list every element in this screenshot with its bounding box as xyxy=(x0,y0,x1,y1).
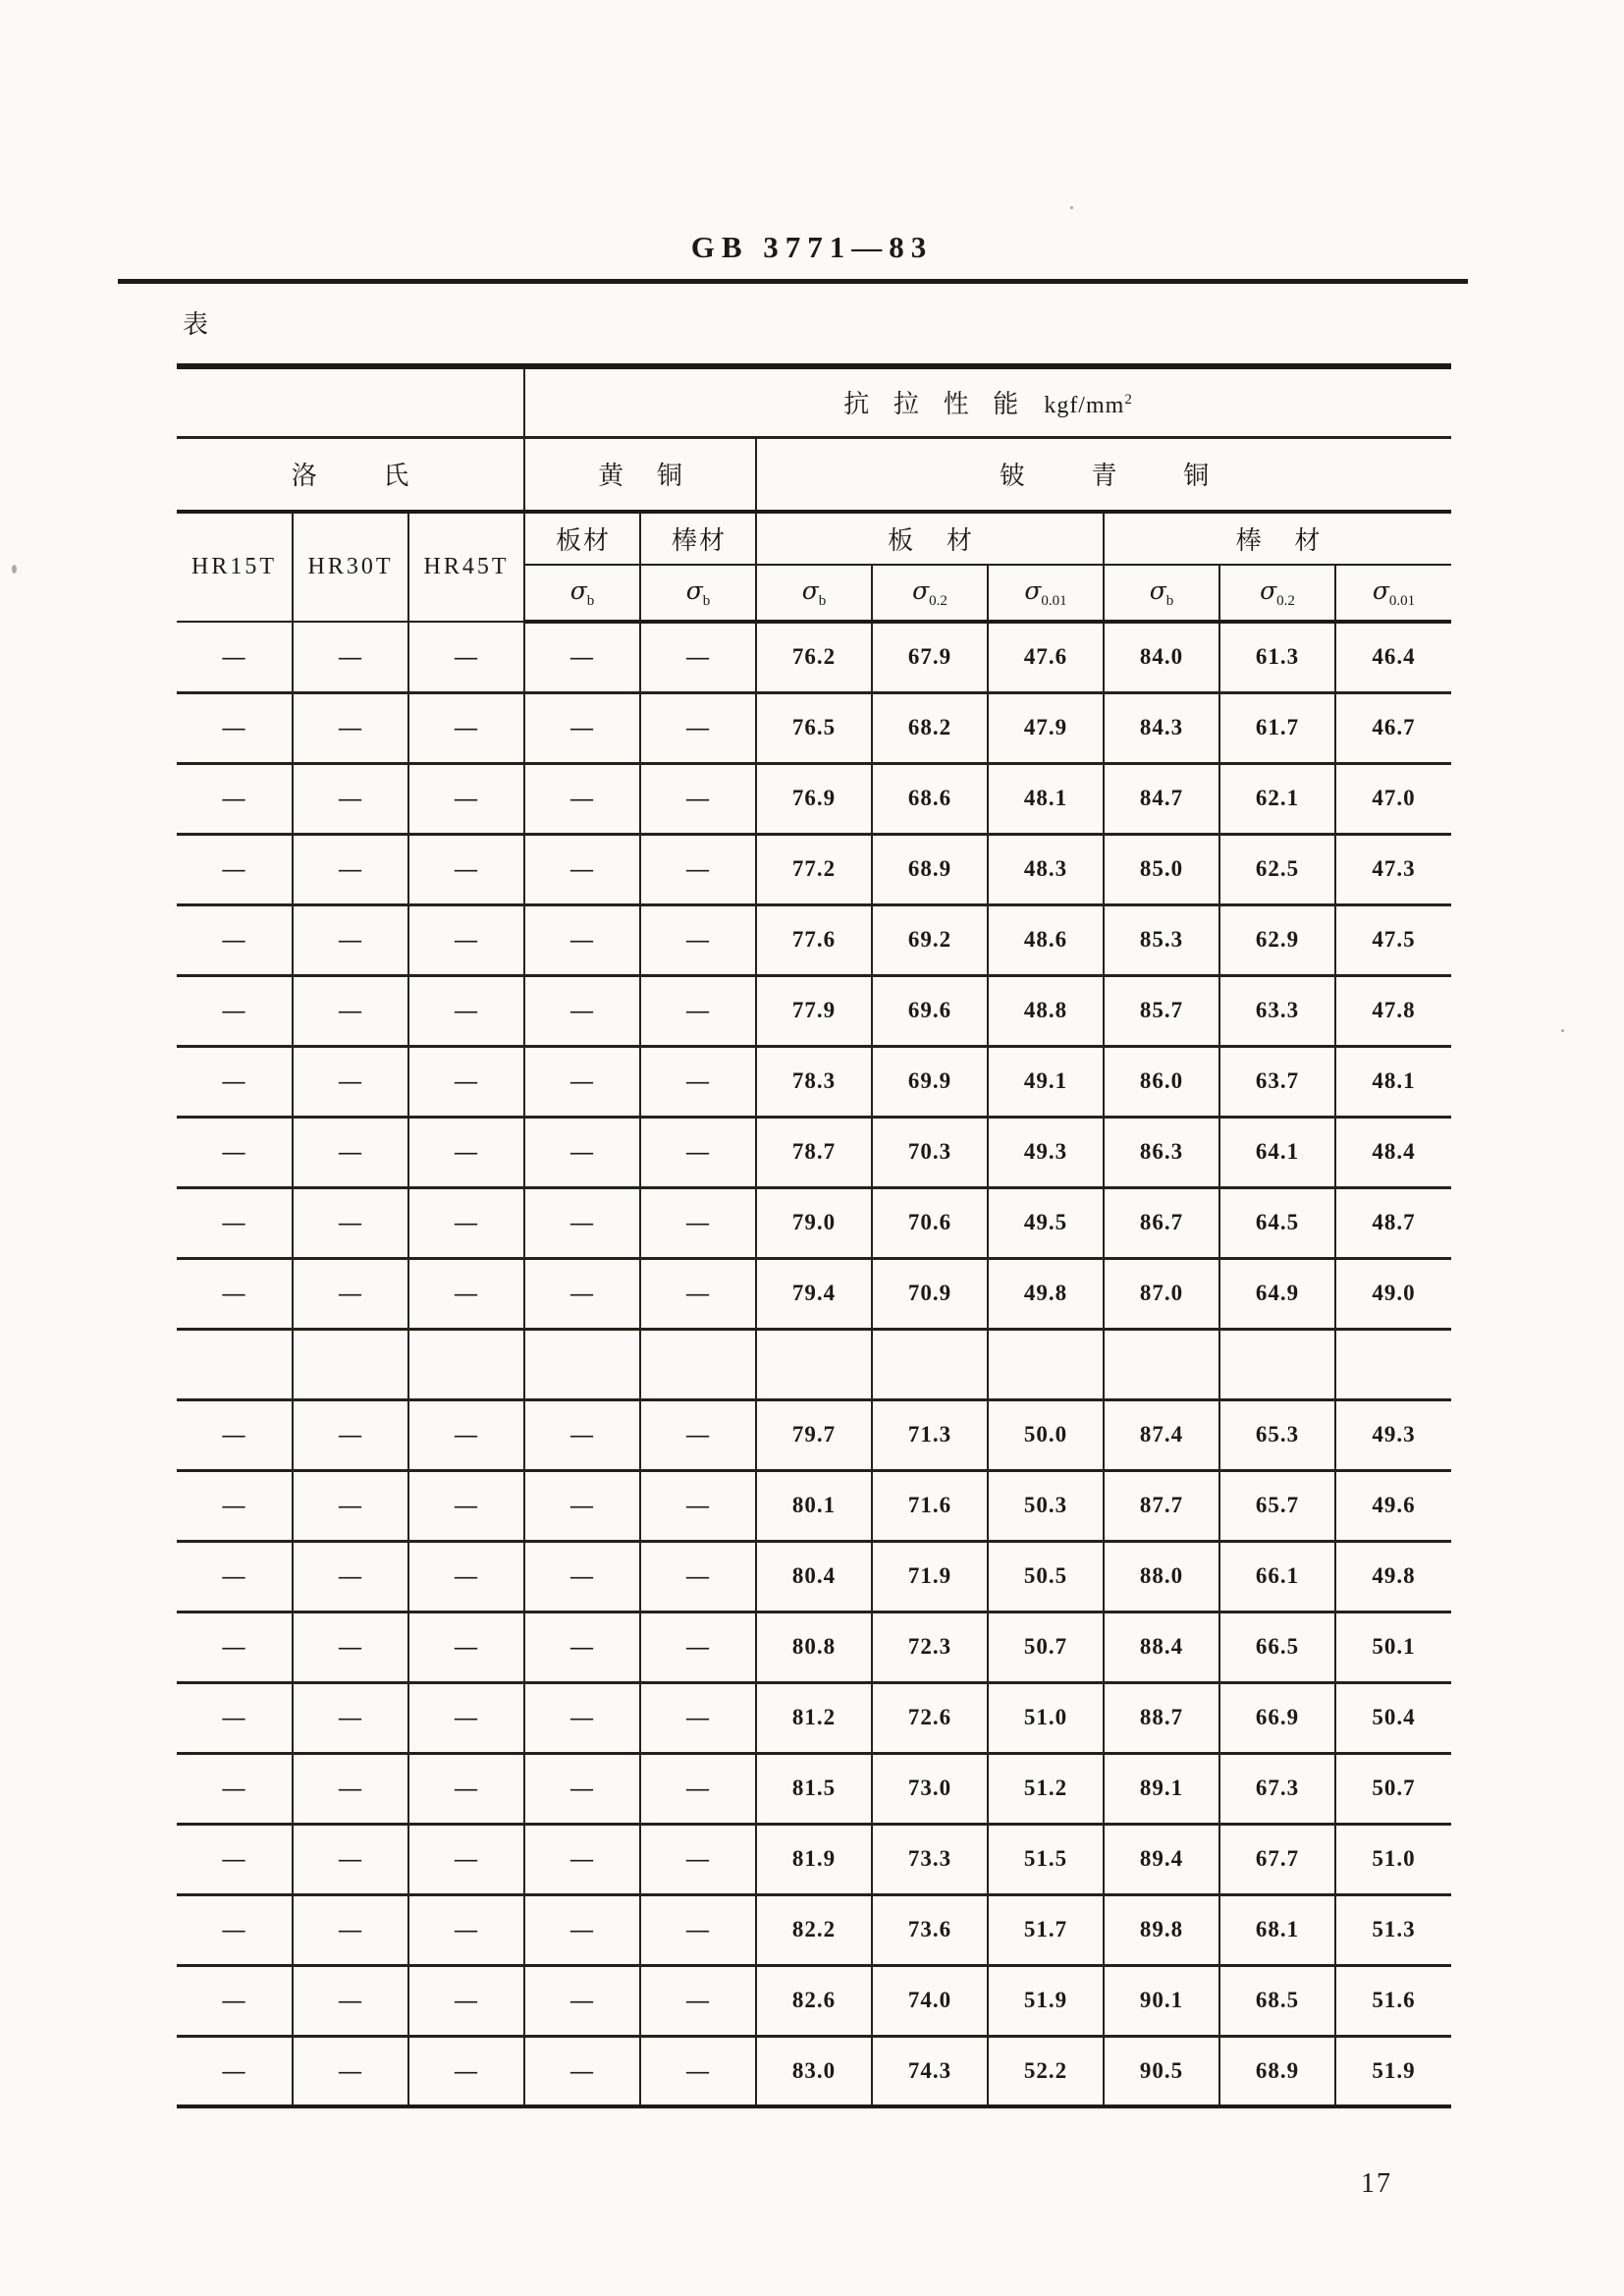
table-row xyxy=(177,1117,1451,1187)
table-cell: 85.7 xyxy=(1104,975,1219,1046)
table-cell: 89.1 xyxy=(1104,1753,1219,1824)
table-cell: 51.9 xyxy=(988,1965,1104,2036)
table-cell: 47.0 xyxy=(1335,763,1451,834)
table-cell: 49.1 xyxy=(988,1046,1104,1117)
header-sigma-b-bb-bar: $\sigma_b$ xyxy=(1104,565,1219,622)
table-cell: — xyxy=(293,1187,408,1258)
table-cell: — xyxy=(640,2036,756,2106)
table-row xyxy=(177,1329,1451,1399)
table-cell: 77.9 xyxy=(756,975,872,1046)
table-row xyxy=(177,2036,1451,2106)
table-cell: — xyxy=(293,1399,408,1470)
table-cell: 89.4 xyxy=(1104,1824,1219,1894)
table-cell: 90.1 xyxy=(1104,1965,1219,2036)
table-cell: — xyxy=(293,692,408,763)
table-cell: 88.7 xyxy=(1104,1682,1219,1753)
table-cell: — xyxy=(640,1682,756,1753)
table-cell: — xyxy=(177,1682,293,1753)
table-cell: 85.3 xyxy=(1104,904,1219,975)
header-hr30t: HR30T xyxy=(293,512,408,622)
table-cell: — xyxy=(640,1187,756,1258)
table-cell: 82.2 xyxy=(756,1894,872,1965)
table-cell: 71.9 xyxy=(872,1541,988,1612)
table-cell: — xyxy=(524,975,640,1046)
table-cell: 48.3 xyxy=(988,834,1104,904)
table-cell: — xyxy=(640,834,756,904)
table-cell: 49.0 xyxy=(1335,1258,1451,1329)
table-cell: — xyxy=(177,1046,293,1117)
table-cell: 86.0 xyxy=(1104,1046,1219,1117)
table-cell: — xyxy=(293,2036,408,2106)
table-cell: — xyxy=(177,2036,293,2106)
table-cell: — xyxy=(177,763,293,834)
header-brass-sheet: 板材 xyxy=(524,512,640,565)
table-cell: — xyxy=(524,1541,640,1612)
table-cell xyxy=(524,1329,640,1399)
table-cell: 88.4 xyxy=(1104,1612,1219,1682)
table-cell: — xyxy=(408,1682,524,1753)
table-cell: 49.5 xyxy=(988,1187,1104,1258)
table-cell: 80.1 xyxy=(756,1470,872,1541)
table-cell: 74.3 xyxy=(872,2036,988,2106)
table-cell: — xyxy=(293,1753,408,1824)
table-cell: — xyxy=(177,692,293,763)
table-cell: 50.5 xyxy=(988,1541,1104,1612)
header-beryllium-bronze: 铍青铜 xyxy=(756,437,1451,512)
table-cell: — xyxy=(293,1824,408,1894)
tensile-title-text: 抗拉性能 xyxy=(843,390,1043,419)
table-cell: — xyxy=(177,1470,293,1541)
table-cell: 68.1 xyxy=(1219,1894,1335,1965)
table-cell: 49.6 xyxy=(1335,1470,1451,1541)
table-cell: 87.7 xyxy=(1104,1470,1219,1541)
table-cell: — xyxy=(408,1824,524,1894)
table-cell: — xyxy=(408,1965,524,2036)
header-hr45t: HR45T xyxy=(408,512,524,622)
table-cell: — xyxy=(177,904,293,975)
table-cell: 64.9 xyxy=(1219,1258,1335,1329)
header-bb-sheet: 板材 xyxy=(756,512,1104,565)
table-cell: 47.5 xyxy=(1335,904,1451,975)
table-row xyxy=(177,1894,1451,1965)
table-cell: 72.3 xyxy=(872,1612,988,1682)
table-row xyxy=(177,1187,1451,1258)
table-cell: 81.9 xyxy=(756,1824,872,1894)
table-row xyxy=(177,622,1451,692)
table-cell: 87.0 xyxy=(1104,1258,1219,1329)
table-row xyxy=(177,1682,1451,1753)
empty-corner-cell xyxy=(177,366,524,437)
table-cell: — xyxy=(524,1965,640,2036)
table-cell: 48.1 xyxy=(988,763,1104,834)
header-brass-bar: 棒材 xyxy=(640,512,756,565)
table-cell: 73.6 xyxy=(872,1894,988,1965)
table-cell: — xyxy=(293,975,408,1046)
table-cell: 51.0 xyxy=(988,1682,1104,1753)
table-cell: 69.6 xyxy=(872,975,988,1046)
table-cell: — xyxy=(293,834,408,904)
table-cell: 51.5 xyxy=(988,1824,1104,1894)
table-body xyxy=(177,622,1451,2106)
header-row-tensile xyxy=(177,366,1451,437)
table-cell: — xyxy=(177,834,293,904)
table-cell: 52.2 xyxy=(988,2036,1104,2106)
table-cell: 73.0 xyxy=(872,1753,988,1824)
table-row xyxy=(177,763,1451,834)
table-cell: 81.2 xyxy=(756,1682,872,1753)
table-cell: — xyxy=(408,1046,524,1117)
table-cell: 50.0 xyxy=(988,1399,1104,1470)
table-cell: — xyxy=(408,1399,524,1470)
table-cell: — xyxy=(177,1258,293,1329)
table-cell: 70.3 xyxy=(872,1117,988,1187)
table-cell: 86.7 xyxy=(1104,1187,1219,1258)
header-sigma-001-bb-sheet: $\sigma_{0.01}$ xyxy=(988,565,1104,622)
table-cell: 89.8 xyxy=(1104,1894,1219,1965)
table-cell: — xyxy=(408,622,524,692)
table-cell: 51.0 xyxy=(1335,1824,1451,1894)
table-cell: 77.6 xyxy=(756,904,872,975)
table-cell: — xyxy=(177,622,293,692)
table-row xyxy=(177,1046,1451,1117)
table-cell: 64.5 xyxy=(1219,1187,1335,1258)
table-cell: — xyxy=(293,1612,408,1682)
table-row xyxy=(177,904,1451,975)
table-cell: 72.6 xyxy=(872,1682,988,1753)
table-cell: 62.5 xyxy=(1219,834,1335,904)
table-cell xyxy=(1219,1329,1335,1399)
table-cell: 76.5 xyxy=(756,692,872,763)
table-cell: 51.7 xyxy=(988,1894,1104,1965)
table-cell xyxy=(640,1329,756,1399)
table-cell: — xyxy=(293,1894,408,1965)
table-cell: — xyxy=(293,1258,408,1329)
header-hr15t: HR15T xyxy=(177,512,293,622)
table-cell: 63.7 xyxy=(1219,1046,1335,1117)
table-cell: — xyxy=(640,692,756,763)
table-cell xyxy=(1104,1329,1219,1399)
header-brass: 黄铜 xyxy=(524,437,756,512)
table-cell: 82.6 xyxy=(756,1965,872,2036)
table-cell: — xyxy=(524,904,640,975)
table-cell: 83.0 xyxy=(756,2036,872,2106)
table-cell: — xyxy=(293,1682,408,1753)
table-cell: 71.6 xyxy=(872,1470,988,1541)
header-rule xyxy=(118,279,1468,284)
table-cell: 84.0 xyxy=(1104,622,1219,692)
table-cell: 50.3 xyxy=(988,1470,1104,1541)
table-cell: 84.3 xyxy=(1104,692,1219,763)
table-cell xyxy=(177,1329,293,1399)
table-cell: — xyxy=(177,1541,293,1612)
table-cell: — xyxy=(524,763,640,834)
table-cell: 79.4 xyxy=(756,1258,872,1329)
table-cell: — xyxy=(640,904,756,975)
table-cell: 51.9 xyxy=(1335,2036,1451,2106)
table-row xyxy=(177,692,1451,763)
table-cell: — xyxy=(640,1612,756,1682)
table-cell: 85.0 xyxy=(1104,834,1219,904)
table-cell: 61.3 xyxy=(1219,622,1335,692)
table-row xyxy=(177,1541,1451,1612)
conversion-table xyxy=(177,363,1451,2108)
table-cell: 71.3 xyxy=(872,1399,988,1470)
header-rockwell: 洛氏 xyxy=(177,437,524,512)
table-cell: — xyxy=(293,763,408,834)
table-cell: — xyxy=(408,1117,524,1187)
table-cell: — xyxy=(524,1046,640,1117)
header-row-forms xyxy=(177,512,1451,565)
table-cell xyxy=(1335,1329,1451,1399)
table-cell: — xyxy=(177,1117,293,1187)
table-row xyxy=(177,1399,1451,1470)
table-cell xyxy=(756,1329,872,1399)
table-cell: — xyxy=(640,1258,756,1329)
table-cell: — xyxy=(524,1258,640,1329)
table-cell: — xyxy=(640,1399,756,1470)
table-row xyxy=(177,1965,1451,2036)
table-cell: 78.3 xyxy=(756,1046,872,1117)
table-cell: 50.7 xyxy=(988,1612,1104,1682)
table-cell: — xyxy=(640,1965,756,2036)
table-cell: — xyxy=(293,1965,408,2036)
table-cell: 73.3 xyxy=(872,1824,988,1894)
table-cell: — xyxy=(524,622,640,692)
table-cell: 51.3 xyxy=(1335,1894,1451,1965)
table-cell: 66.1 xyxy=(1219,1541,1335,1612)
table-cell: 87.4 xyxy=(1104,1399,1219,1470)
table-cell: — xyxy=(177,1824,293,1894)
table-cell: — xyxy=(177,1187,293,1258)
table-cell: 88.0 xyxy=(1104,1541,1219,1612)
table-cell xyxy=(988,1329,1104,1399)
table-cell: — xyxy=(177,1612,293,1682)
table-cell: — xyxy=(408,1258,524,1329)
table-cell: — xyxy=(177,1399,293,1470)
table-cell: 49.3 xyxy=(1335,1399,1451,1470)
table-cell: 90.5 xyxy=(1104,2036,1219,2106)
table-cell: 69.9 xyxy=(872,1046,988,1117)
table-cell: 66.9 xyxy=(1219,1682,1335,1753)
table-cell: 67.3 xyxy=(1219,1753,1335,1824)
tensile-unit: kgf/$mm^2$ xyxy=(1044,392,1133,419)
table-cell: — xyxy=(293,1046,408,1117)
table-cell: 48.1 xyxy=(1335,1046,1451,1117)
table-cell: — xyxy=(408,1612,524,1682)
table-cell: 80.4 xyxy=(756,1541,872,1612)
table-row xyxy=(177,1753,1451,1824)
table-cell: — xyxy=(640,1894,756,1965)
table-cell: 63.3 xyxy=(1219,975,1335,1046)
table-cell: — xyxy=(640,1541,756,1612)
table-cell: — xyxy=(640,1117,756,1187)
table-cell: — xyxy=(408,692,524,763)
table-cell: 68.9 xyxy=(872,834,988,904)
header-row-materials xyxy=(177,437,1451,512)
table-cell: 70.9 xyxy=(872,1258,988,1329)
table-cell: — xyxy=(293,622,408,692)
table-cell: — xyxy=(640,622,756,692)
table-cell: 70.6 xyxy=(872,1187,988,1258)
table-cell: 68.6 xyxy=(872,763,988,834)
table-cell: 65.3 xyxy=(1219,1399,1335,1470)
table-row xyxy=(177,834,1451,904)
table-cell: 86.3 xyxy=(1104,1117,1219,1187)
table-cell: — xyxy=(408,975,524,1046)
table-cell: 50.4 xyxy=(1335,1682,1451,1753)
table-cell: 67.9 xyxy=(872,622,988,692)
table-label: 表 xyxy=(183,310,209,339)
table-cell: 50.7 xyxy=(1335,1753,1451,1824)
table-cell: 74.0 xyxy=(872,1965,988,2036)
table-cell: 62.1 xyxy=(1219,763,1335,834)
table-cell: 46.4 xyxy=(1335,622,1451,692)
table-cell: 48.8 xyxy=(988,975,1104,1046)
table-cell: — xyxy=(524,692,640,763)
table-cell: 84.7 xyxy=(1104,763,1219,834)
table-cell: 46.7 xyxy=(1335,692,1451,763)
table-header xyxy=(177,366,1451,622)
header-sigma-b-bb-sheet: $\sigma_b$ xyxy=(756,565,872,622)
table-cell: 76.9 xyxy=(756,763,872,834)
table-row xyxy=(177,975,1451,1046)
header-bb-bar: 棒材 xyxy=(1104,512,1451,565)
table-cell: — xyxy=(177,1965,293,2036)
table-cell: — xyxy=(640,1824,756,1894)
table-cell: — xyxy=(408,1541,524,1612)
table-cell: — xyxy=(524,834,640,904)
table-cell: — xyxy=(524,1470,640,1541)
table-cell: 48.6 xyxy=(988,904,1104,975)
table-cell: — xyxy=(293,904,408,975)
table-cell: — xyxy=(408,1187,524,1258)
table-cell: 61.7 xyxy=(1219,692,1335,763)
table-cell: — xyxy=(524,1682,640,1753)
table-cell: — xyxy=(524,1399,640,1470)
table-cell: 47.9 xyxy=(988,692,1104,763)
header-sigma-001-bb-bar: $\sigma_{0.01}$ xyxy=(1335,565,1451,622)
header-sigma-b-brass-sheet: $\sigma_b$ xyxy=(524,565,640,622)
table-cell: 48.4 xyxy=(1335,1117,1451,1187)
table-cell: 69.2 xyxy=(872,904,988,975)
table-cell: — xyxy=(524,1753,640,1824)
table-cell: 79.0 xyxy=(756,1187,872,1258)
table-cell: 65.7 xyxy=(1219,1470,1335,1541)
table-row xyxy=(177,1258,1451,1329)
table-cell xyxy=(872,1329,988,1399)
table-cell: 76.2 xyxy=(756,622,872,692)
table-cell: 49.8 xyxy=(988,1258,1104,1329)
table-cell: — xyxy=(408,763,524,834)
table-cell: — xyxy=(408,1753,524,1824)
table-cell: 68.2 xyxy=(872,692,988,763)
table-cell: 80.8 xyxy=(756,1612,872,1682)
header-sigma-02-bb-bar: $\sigma_{0.2}$ xyxy=(1219,565,1335,622)
table-cell: 47.3 xyxy=(1335,834,1451,904)
table-cell: 68.9 xyxy=(1219,2036,1335,2106)
table-cell: 49.8 xyxy=(1335,1541,1451,1612)
table-cell: 47.8 xyxy=(1335,975,1451,1046)
table-cell: — xyxy=(524,1117,640,1187)
table-cell: 78.7 xyxy=(756,1117,872,1187)
table-cell: — xyxy=(293,1470,408,1541)
table-cell: 67.7 xyxy=(1219,1824,1335,1894)
table-row xyxy=(177,1612,1451,1682)
table-cell: — xyxy=(640,1470,756,1541)
table-cell: — xyxy=(524,1824,640,1894)
header-sigma-b-brass-bar: $\sigma_b$ xyxy=(640,565,756,622)
table-cell: 79.7 xyxy=(756,1399,872,1470)
table-cell: — xyxy=(177,1753,293,1824)
header-sigma-02-bb-sheet: $\sigma_{0.2}$ xyxy=(872,565,988,622)
table-cell: 51.2 xyxy=(988,1753,1104,1824)
table-cell: — xyxy=(640,1753,756,1824)
table-cell: 48.7 xyxy=(1335,1187,1451,1258)
table-cell xyxy=(293,1329,408,1399)
table-cell: — xyxy=(293,1541,408,1612)
table-row xyxy=(177,1824,1451,1894)
table-cell: 50.1 xyxy=(1335,1612,1451,1682)
table-cell xyxy=(408,1329,524,1399)
table-cell: — xyxy=(408,904,524,975)
table-cell: 49.3 xyxy=(988,1117,1104,1187)
table-cell: — xyxy=(524,1612,640,1682)
table-cell: — xyxy=(524,2036,640,2106)
table-cell: 81.5 xyxy=(756,1753,872,1824)
table-cell: 64.1 xyxy=(1219,1117,1335,1187)
table-cell: 62.9 xyxy=(1219,904,1335,975)
table-cell: — xyxy=(293,1117,408,1187)
standard-code-title: GB 3771—83 xyxy=(690,230,934,264)
table-cell: — xyxy=(408,2036,524,2106)
table-cell: — xyxy=(408,1894,524,1965)
table-cell: — xyxy=(640,763,756,834)
page-number: 17 xyxy=(1361,2168,1392,2199)
table-cell: 77.2 xyxy=(756,834,872,904)
table-cell: — xyxy=(524,1894,640,1965)
table-cell: 51.6 xyxy=(1335,1965,1451,2036)
table-row xyxy=(177,1470,1451,1541)
table-cell: 66.5 xyxy=(1219,1612,1335,1682)
table-cell: 68.5 xyxy=(1219,1965,1335,2036)
table-cell: — xyxy=(640,1046,756,1117)
table-cell: — xyxy=(408,834,524,904)
table-cell: — xyxy=(524,1187,640,1258)
table-cell: — xyxy=(640,975,756,1046)
table-cell: 47.6 xyxy=(988,622,1104,692)
table-cell: — xyxy=(177,975,293,1046)
table-cell: — xyxy=(177,1894,293,1965)
table-cell: — xyxy=(408,1470,524,1541)
header-tensile-performance xyxy=(524,366,1451,437)
